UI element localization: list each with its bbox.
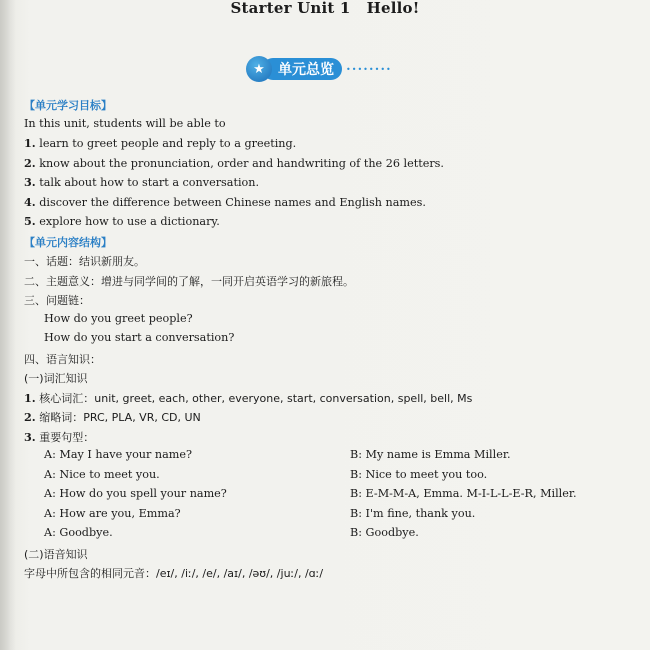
- question-item: How do you start a conversation?: [44, 331, 235, 344]
- goal-item: [24, 136, 296, 150]
- goal-number: 5.: [24, 214, 36, 228]
- goals-intro: In this unit, students will be able to: [24, 117, 226, 130]
- badge-label: 单元总览: [278, 62, 334, 78]
- pattern-b: B: I'm fine, thank you.: [350, 507, 476, 520]
- goal-item: [24, 156, 444, 170]
- goal-number: 3.: [24, 175, 36, 189]
- goal-number: 2.: [24, 156, 36, 170]
- goal-number: 1.: [24, 136, 36, 150]
- question-item: How do you greet people?: [44, 312, 193, 325]
- pattern-a: A: Goodbye.: [44, 526, 113, 539]
- core-words-text: 核心词汇：unit, greet, each, other, everyone, start, conversation, spell, bell, Ms: [39, 392, 473, 405]
- patterns-heading: [24, 429, 94, 445]
- pattern-a: A: Nice to meet you.: [44, 468, 160, 481]
- phonics-heading: (二)语音知识: [24, 548, 88, 561]
- item-number: 2.: [24, 410, 36, 424]
- vowels-line: 字母中所包含的相同元音：/eɪ/, /iː/, /e/, /aɪ/, /əʊ/, /juː/, /ɑː/: [24, 567, 324, 580]
- badge-pill: [262, 58, 342, 80]
- star-icon: ★: [246, 56, 272, 82]
- questions-heading: 三、问题链：: [24, 294, 90, 307]
- pattern-b: B: E-M-M-A, Emma. M-I-L-L-E-R, Miller.: [350, 487, 577, 500]
- goal-number: 4.: [24, 195, 36, 209]
- abbreviations-text: 缩略词：PRC, PLA, VR, CD, UN: [39, 411, 201, 424]
- unit-title: [0, 0, 650, 17]
- pattern-a: A: How are you, Emma?: [44, 507, 181, 520]
- goal-text: learn to greet people and reply to a greeting.: [39, 137, 297, 150]
- structure-heading: 【单元内容结构】: [24, 236, 112, 249]
- topic-line: 一、话题：结识新朋友。: [24, 255, 145, 268]
- pattern-a: A: May I have your name?: [44, 448, 193, 461]
- unit-number: Starter Unit 1: [230, 0, 351, 17]
- item-number: 3.: [24, 430, 36, 444]
- section-badge: [246, 56, 392, 82]
- badge-dots: ••••••••: [346, 64, 392, 74]
- language-heading: 四、语言知识：: [24, 353, 101, 366]
- meaning-line: 二、主题意义：增进与同学间的了解，一同开启英语学习的新旅程。: [24, 275, 354, 288]
- core-words-line: [24, 390, 472, 406]
- page-binding-shadow: [0, 0, 16, 650]
- goal-text: explore how to use a dictionary.: [39, 215, 220, 228]
- goals-heading: 【单元学习目标】: [24, 99, 112, 112]
- goal-item: [24, 175, 259, 189]
- goal-text: talk about how to start a conversation.: [39, 176, 260, 189]
- goal-item: [24, 195, 426, 209]
- pattern-b: B: My name is Emma Miller.: [350, 448, 511, 461]
- abbreviations-line: [24, 409, 201, 425]
- goal-text: discover the difference between Chinese names and English names.: [39, 196, 426, 209]
- pattern-b: B: Nice to meet you too.: [350, 468, 488, 481]
- pattern-a: A: How do you spell your name?: [44, 487, 227, 500]
- vocab-heading: (一)词汇知识: [24, 372, 88, 385]
- item-number: 1.: [24, 391, 36, 405]
- unit-name: Hello!: [366, 0, 420, 17]
- goal-item: [24, 214, 220, 228]
- patterns-heading-text: 重要句型：: [39, 431, 95, 444]
- goal-text: know about the pronunciation, order and handwriting of the 26 letters.: [39, 157, 444, 170]
- pattern-b: B: Goodbye.: [350, 526, 419, 539]
